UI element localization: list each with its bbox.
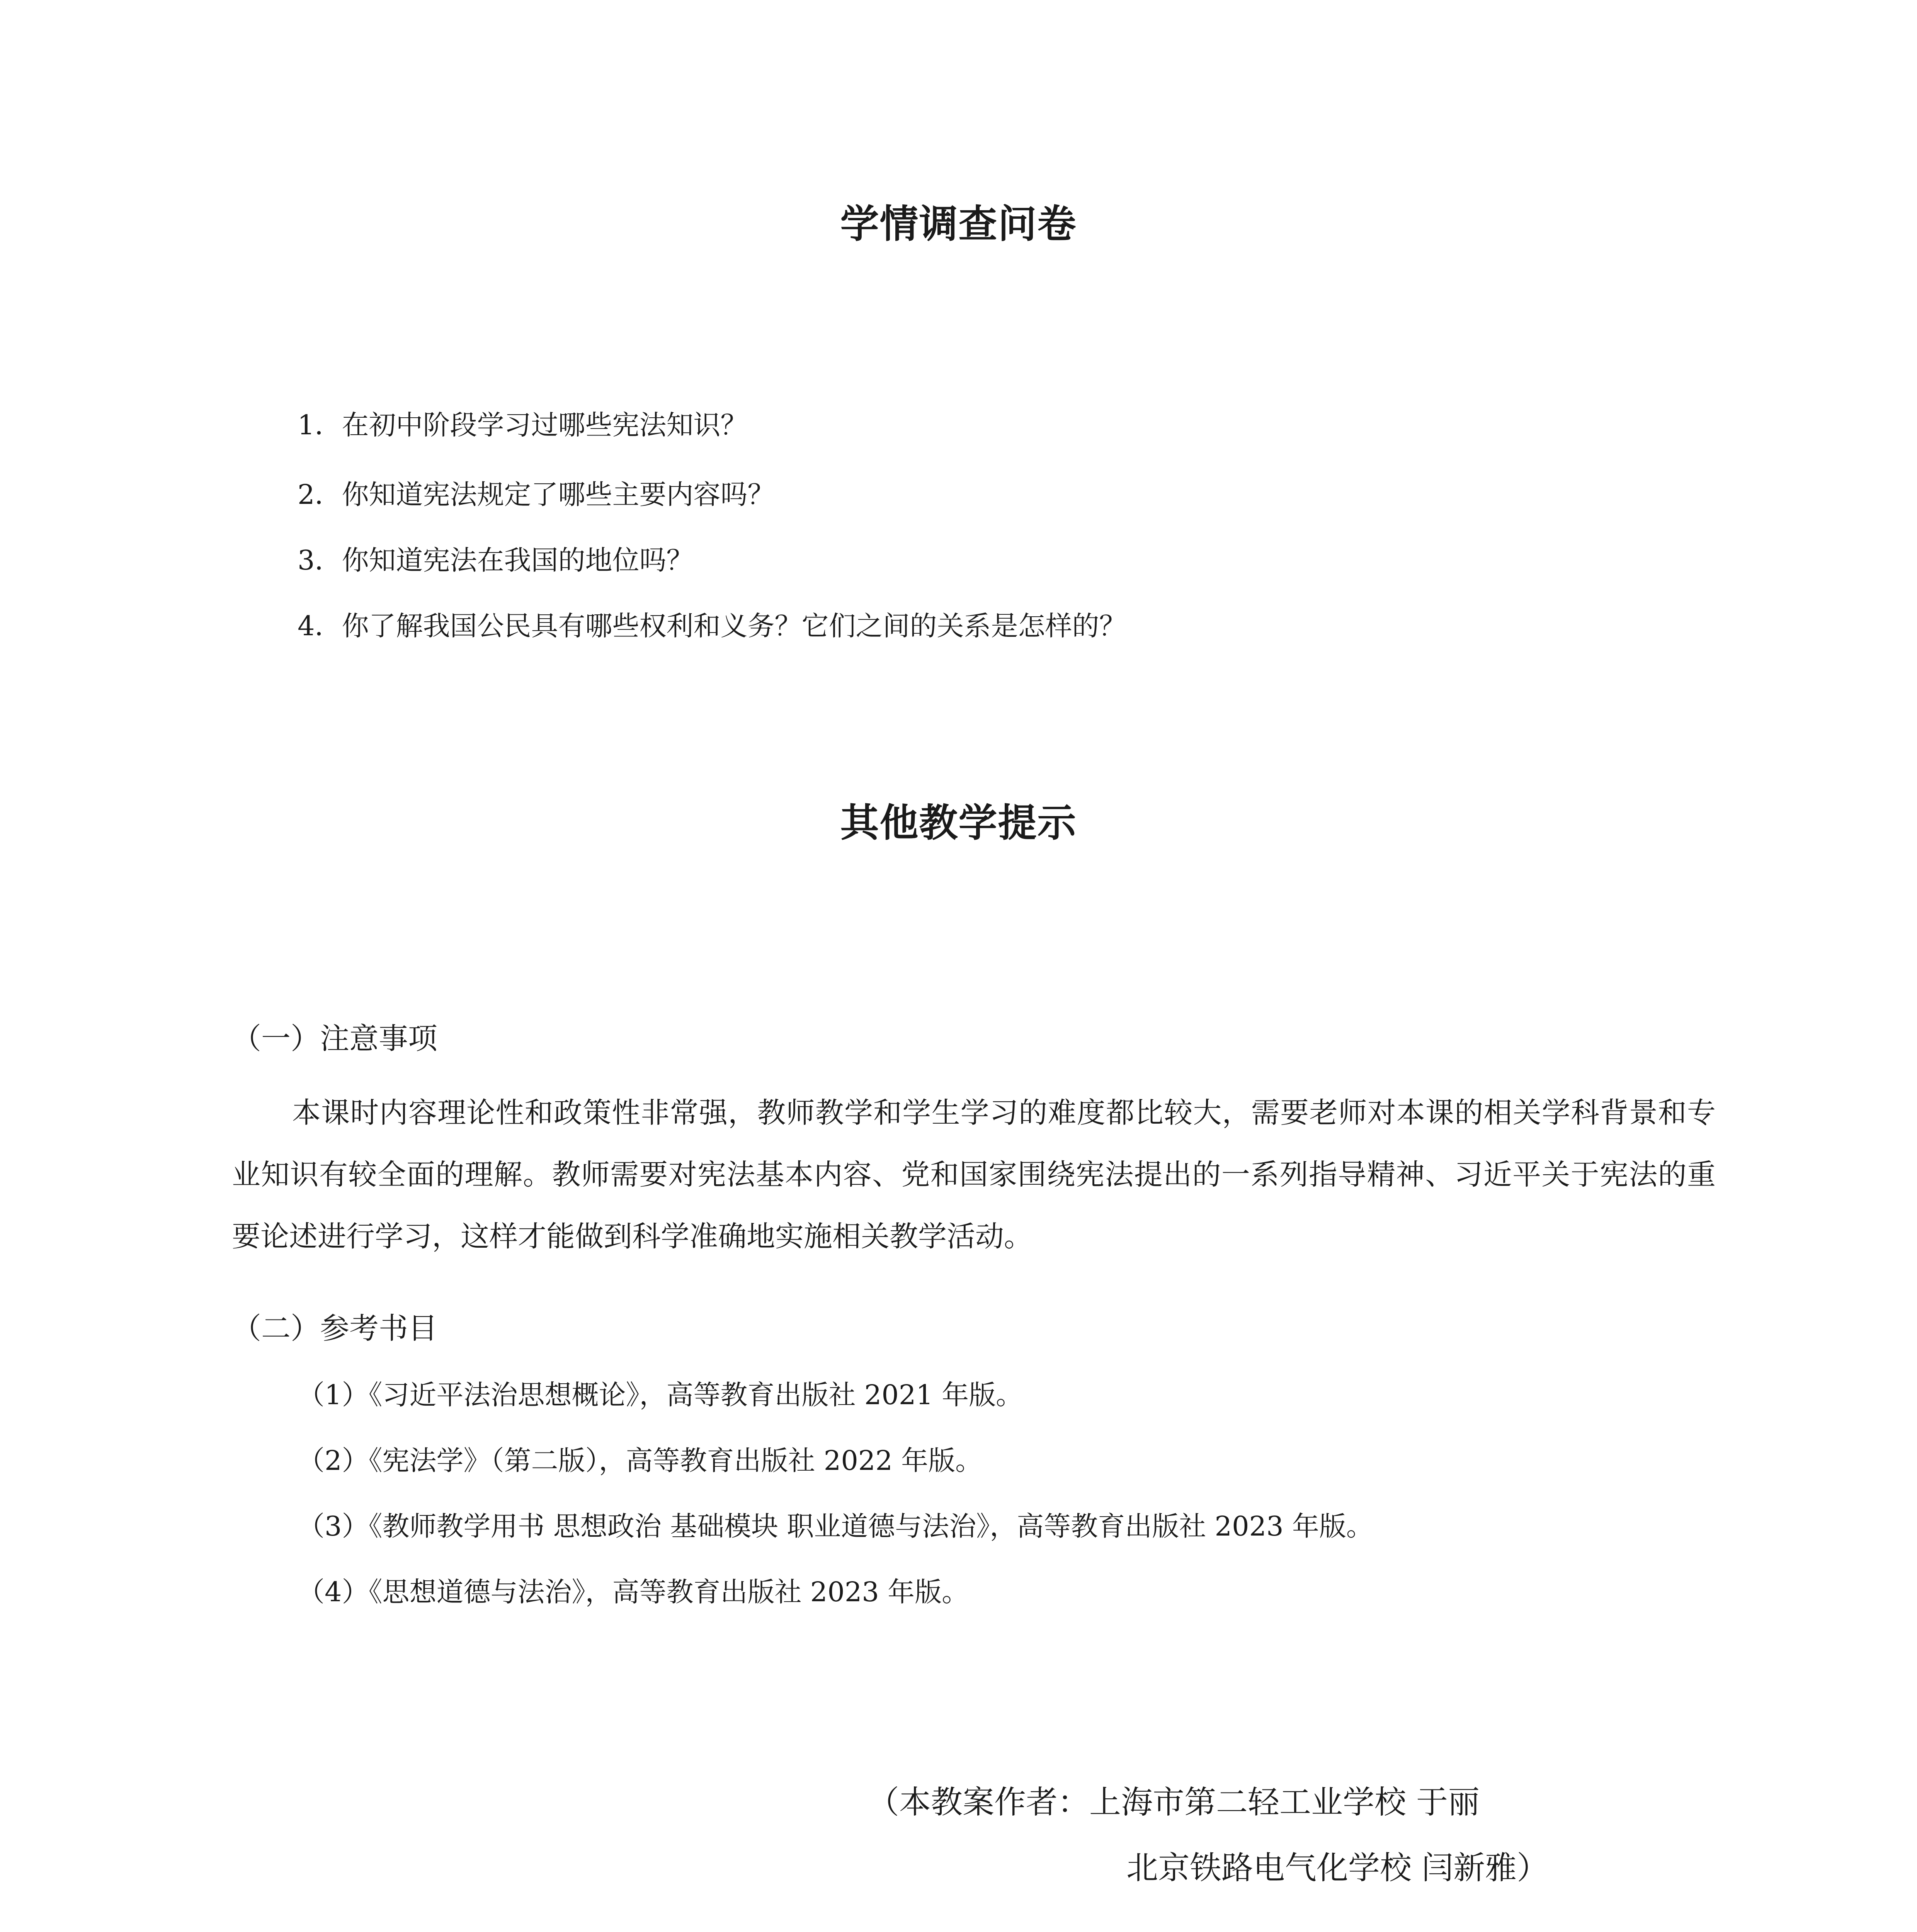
notes-heading: （一）注意事项 bbox=[232, 1021, 437, 1056]
references-heading: （二）参考书目 bbox=[232, 1311, 437, 1345]
survey-question-3: 3．你知道宪法在我国的地位吗？ bbox=[298, 544, 694, 576]
survey-title: 学情调查问卷 bbox=[840, 201, 1077, 247]
reference-item-4: （4）《思想道德与法治》，高等教育出版社 2023 年版。 bbox=[298, 1576, 969, 1608]
survey-question-1: 1．在初中阶段学习过哪些宪法知识？ bbox=[298, 409, 748, 441]
survey-question-2: 2．你知道宪法规定了哪些主要内容吗？ bbox=[298, 479, 775, 510]
reference-item-1: （1）《习近平法治思想概论》，高等教育出版社 2021 年版。 bbox=[298, 1379, 1023, 1411]
author-line-1: （本教案作者：上海市第二轻工业学校 于丽 bbox=[867, 1784, 1480, 1821]
notes-paragraph: 本课时内容理论性和政策性非常强，教师教学和学生学习的难度都比较大，需要老师对本课的相关学科背景和专业知识有较全面的理解。教师需要对宪法基本内容、党和国家围绕宪法提出的一系列指导精神、习近平关于宪法的重要论述进行学习，这样才能做到科学准确地实施相关教学活动。 bbox=[232, 1096, 1716, 1253]
survey-question-4: 4．你了解我国公民具有哪些权利和义务？它们之间的关系是怎样的？ bbox=[298, 610, 1126, 642]
reference-item-2: （2）《宪法学》（第二版），高等教育出版社 2022 年版。 bbox=[298, 1445, 983, 1476]
reference-item-3: （3）《教师教学用书 思想政治 基础模块 职业道德与法治》，高等教育出版社 2023 年版。 bbox=[298, 1510, 1373, 1542]
author-line-2: 北京铁路电气化学校 闫新雅） bbox=[1126, 1850, 1549, 1886]
tips-title: 其他教学提示 bbox=[840, 800, 1077, 845]
